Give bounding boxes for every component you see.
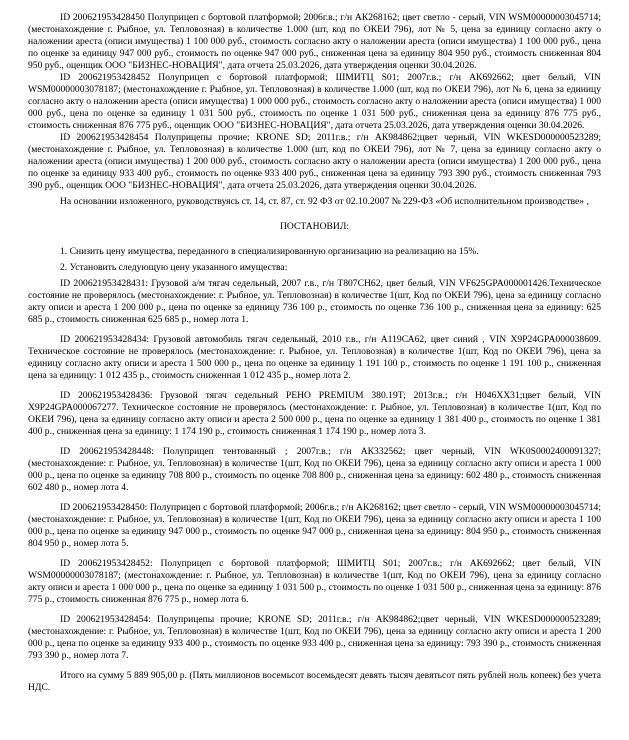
lot-item-1: ID 200621953428431: Грузовой а/м тягач седельный, 2007 г.в., г/н Т807СН62, цвет белый, VIN VF625GPA000001426.Техническое состояние не проверялось (местонахождение: г. Рыбное, ул. Тепловозная) в количестве 1(шт, Код по ОКЕИ 796), цена за единицу согласно акту описи и ареста 1 200 000 р., цена по оценке за единицу 736 100 р., стоимость по оценке 736 100 р., сниженная цена за единицу: 625 685 р., стоимость сниженная 625 685 р., номер лота 1. xyxy=(28,278,601,325)
lot-item-4: ID 200621953428448: Полуприцеп тентованный ; 2007г.в.; г/н АК332562; цвет черный, VIN WK0S0002400091327; (местонахождение: г. Рыбное, ул. Тепловозная) в количестве 1(шт, Код по ОКЕИ 796), цена за единицу согласно акту описи и ареста 1 000 000 р., цена по оценке за единицу 708 800 р., стоимость по оценке 708 800 р., сниженная цена за единицу: 602 480 р., стоимость сниженная 602 480 р., номер лота 4. xyxy=(28,446,601,493)
lot-item-3: ID 200621953428436: Грузовой тягач седельный РЕНО PREMIUM 380.19T; 2013г.в.; г/н Н046ХХ31;цвет белый, VIN X9P24GPA000067277. Техническое состояние не проверялось (местонахождение: г. Рыбное, ул. Тепловозная) в количестве 1(шт, Код по ОКЕИ 796), цена за единицу согласно акту описи и ареста 2 500 000 р., цена по оценке за единицу 1 381 400 р., стоимость по оценке 1 381 400 р., сниженная цена за единицу: 1 174 190 р., стоимость сниженная 1 174 190 р., номер лота 3. xyxy=(28,390,601,437)
intro-item-lot-6: ID 200621953428452 Полуприцеп с бортовой платформой; ШМИТЦ S01; 2007г.в.; г/н АК692662; цвет белый, VIN WSM00000003078187; (местонахождение г. Рыбное, ул. Тепловозная) в количестве 1.000 (шт, код по ОКЕИ 796), лот № 6, цена за единицу согласно акту о наложении ареста (описи имущества) 1 000 000 руб., стоимость согласно акту о наложении ареста (описи имущества) 1 000 000 руб., цена по оценке за единицу 1 031 500 руб., стоимость по оценке 1 031 500 руб., сниженная цена за единицу 876 775 руб., стоимость сниженная 876 775 руб., оценщик ООО "БИЗНЕС-НОВАЦИЯ", дата отчета 25.03.2026, дата утверждения оценки 30.04.2026. xyxy=(28,72,601,131)
lot-item-5: ID 200621953428450: Полуприцеп с бортовой платформой; 2006г.в.; г/н АК268162; цвет светло - серый, VIN WSM00000003045714; (местонахождение: г. Рыбное, ул. Тепловозная) в количестве 1(шт, Код по ОКЕИ 796), цена за единицу согласно акту описи и ареста 1 100 000 р., цена по оценке за единицу 947 000 р., стоимость по оценке 947 000 р., сниженная цена за единицу: 804 950 р., стоимость сниженная 804 950 р., номер лота 5. xyxy=(28,502,601,549)
intro-item-lot-5: ID 200621953428450 Полуприцеп с бортовой платформой; 2006г.в.; г/н АК268162; цвет светло - серый, VIN WSM00000003045714; (местонахождение г. Рыбное, ул. Тепловозная) в количестве 1.000 (шт, код по ОКЕИ 796), лот № 5, цена за единицу согласно акту о наложении ареста (описи имущества) 1 100 000 руб., стоимость согласно акту о наложении ареста (описи имущества) 1 100 000 руб., цена по оценке за единицу 947 000 руб., стоимость по оценке 947 000 руб., сниженная цена за единицу 804 950 руб., стоимость сниженная 804 950 руб., оценщик ООО "БИЗНЕС-НОВАЦИЯ", дата отчета 25.03.2026, дата утверждения оценки 30.04.2026. xyxy=(28,12,601,71)
point-2: 2. Установить следующую цену указанного имущества: xyxy=(60,262,288,273)
resolution-heading: ПОСТАНОВИЛ: xyxy=(279,221,350,232)
lot-item-2: ID 200621953428434: Грузовой автомобиль тягач седельный, 2010 г.в., г/н А119СА62, цвет синий , VIN X9P24GPA000038609. Техническое состояние не проверялось (местонахождение: г. Рыбное, ул. Тепловозная) в количестве 1(шт, Код по ОКЕИ 796), цена за единицу согласно акту описи и ареста 1 500 000 р., цена по оценке за единицу 1 191 100 р., стоимость по оценке 1 191 100 р., сниженная цена за единицу: 1 012 435 р., стоимость сниженная 1 012 435 р., номер лота 2. xyxy=(28,334,601,381)
legal-basis-paragraph: На основании изложенного, руководствуясь ст. 14, ст. 87, ст. 92 ФЗ от 02.10.2007 № 229-ФЗ «Об исполнительном производстве» , xyxy=(60,196,589,207)
intro-item-lot-7: ID 200621953428454 Полуприцепы прочие; KRONE SD; 2011г.в.; г/н АК984862;цвет черный, VIN WKESD000000523289; (местонахождение г. Рыбное, ул. Тепловозная) в количестве 1.000 (шт, код по ОКЕИ 796), лот № 7, цена за единицу согласно акту о наложении ареста (описи имущества) 1 200 000 руб., стоимость согласно акту о наложении ареста (описи имущества) 1 200 000 руб., цена по оценке за единицу 933 400 руб., стоимость по оценке 933 400 руб., сниженная цена за единицу 793 390 руб., стоимость сниженная 793 390 руб., оценщик ООО "БИЗНЕС-НОВАЦИЯ", дата отчета 25.03.2026, дата утверждения оценки 30.04.2026. xyxy=(28,132,601,191)
lot-item-7: ID 200621953428454: Полуприцепы прочие; KRONE SD; 2011г.в.; г/н АК984862;цвет черный, VIN WKESD000000523289; (местонахождение: г. Рыбное, ул. Тепловозная) в количестве 1(шт, Код по ОКЕИ 796), цена за единицу согласно акту описи и ареста 1 200 000 р., цена по оценке за единицу 933 400 р., стоимость по оценке 933 400 р., сниженная цена за единицу: 793 390 р., стоимость сниженная 793 390 р., номер лота 7. xyxy=(28,614,601,661)
lot-item-6: ID 200621953428452: Полуприцеп с бортовой платформой; ШМИТЦ S01; 2007г.в.; г/н АК692662; цвет белый, VIN WSM00000003078187; (местонахождение: г. Рыбное, ул. Тепловозная) в количестве 1(шт, Код по ОКЕИ 796), цена за единицу согласно акту описи и ареста 1 000 000 р., цена по оценке за единицу 1 031 500 р., стоимость по оценке 1 031 500 р., сниженная цена за единицу: 876 775 р., стоимость сниженная 876 775 р., номер лота 6. xyxy=(28,558,601,605)
total-paragraph: Итого на сумму 5 889 905,00 р. (Пять миллионов восемьсот восемьдесят девять тысяч девятьсот пять рублей ноль копеек) без учета НДС. xyxy=(28,670,601,693)
point-1: 1. Снизить цену имущества, переданного в специализированную организацию на реализацию на 15%. xyxy=(60,246,479,257)
